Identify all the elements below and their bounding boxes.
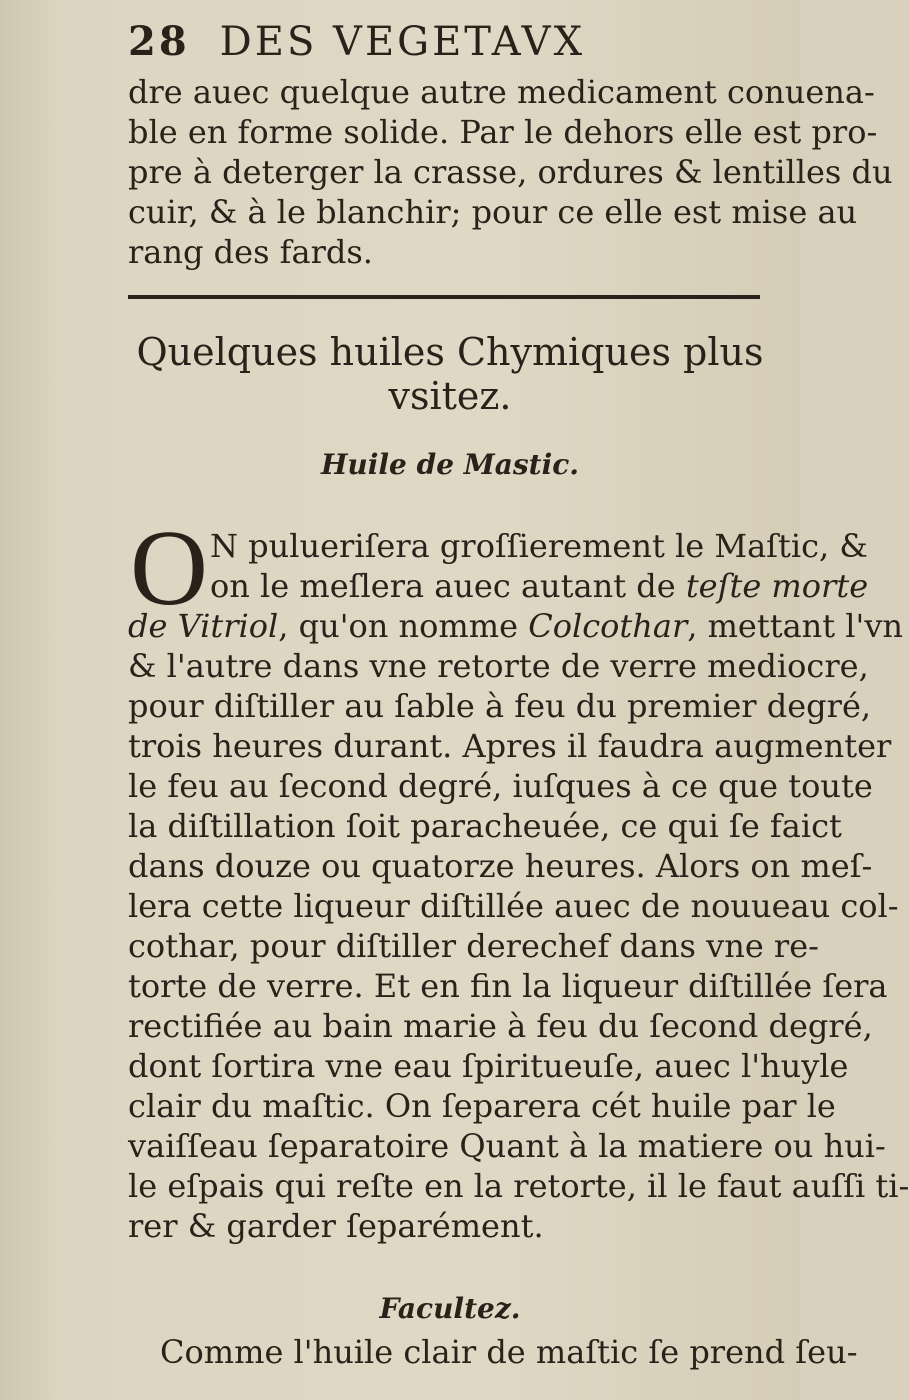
text-line: le feu au ſecond degré, iuſques à ce que toute bbox=[128, 767, 873, 805]
text-span: on le meſlera auec autant de bbox=[210, 567, 686, 605]
section-title-cont: vsitez. bbox=[388, 374, 512, 418]
text-line: le eſpais qui reſte en la retorte, il le faut auſſi ti- bbox=[128, 1167, 909, 1205]
italic-term: teſte morte bbox=[685, 567, 869, 605]
text-line: ble en forme solide. Par le dehors elle est pro- bbox=[128, 113, 878, 151]
subheading-facultez: Facultez. bbox=[379, 1292, 521, 1325]
text-line: clair du maſtic. On ſeparera cét huile par le bbox=[128, 1087, 836, 1125]
text-line: dre auec quelque autre medicament conuena- bbox=[128, 73, 875, 111]
text-span: , qu'on nomme bbox=[278, 607, 529, 645]
page-number: 28 bbox=[128, 18, 190, 65]
text-line: torte de verre. Et en fin la liqueur diſtillée ſera bbox=[128, 967, 888, 1005]
drop-cap: O bbox=[130, 509, 208, 628]
text-line: Comme l'huile clair de maſtic ſe prend ſeu- bbox=[160, 1333, 858, 1371]
text-line: N pulueriſera groſſierement le Maſtic, & bbox=[210, 527, 868, 565]
text-line: pre à deterger la crasse, ordures & lentilles du bbox=[128, 153, 893, 191]
section-rule bbox=[128, 295, 760, 299]
section-title: Quelques huiles Chymiques plus bbox=[136, 330, 764, 374]
italic-term: de Vitriol bbox=[128, 607, 279, 645]
text-line: trois heures durant. Apres il faudra augmenter bbox=[128, 727, 892, 765]
italic-term: Colcothar bbox=[528, 607, 688, 645]
running-header bbox=[128, 18, 788, 65]
subheading: Huile de Mastic. bbox=[320, 448, 580, 481]
text-line: pour diſtiller au ſable à feu du premier degré, bbox=[128, 687, 872, 725]
text-line: rang des fards. bbox=[128, 233, 373, 271]
text-line: cuir, & à le blanchir; pour ce elle est mise au bbox=[128, 193, 858, 231]
text-line bbox=[210, 566, 869, 606]
text-line: rectifiée au bain marie à feu du ſecond degré, bbox=[128, 1007, 873, 1045]
text-line: dans douze ou quatorze heures. Alors on meſ- bbox=[128, 847, 873, 885]
running-title: DES VEGETAVX bbox=[219, 19, 586, 65]
text-line: & l'autre dans vne retorte de verre mediocre, bbox=[128, 647, 869, 685]
text-line: cothar, pour diſtiller derechef dans vne re- bbox=[128, 927, 819, 965]
text-span: , mettant l'vn bbox=[687, 607, 904, 645]
text-line: lera cette liqueur diſtillée auec de nouueau col- bbox=[128, 887, 899, 925]
text-line: rer & garder ſeparément. bbox=[128, 1207, 544, 1245]
text-line: dont ſortira vne eau ſpiritueuſe, auec l'huyle bbox=[128, 1047, 849, 1085]
text-line: vaiſſeau ſeparatoire Quant à la matiere ou hui- bbox=[128, 1127, 886, 1165]
text-line bbox=[128, 606, 904, 646]
text-line: la diſtillation ſoit paracheuée, ce qui ſe faict bbox=[128, 807, 842, 845]
